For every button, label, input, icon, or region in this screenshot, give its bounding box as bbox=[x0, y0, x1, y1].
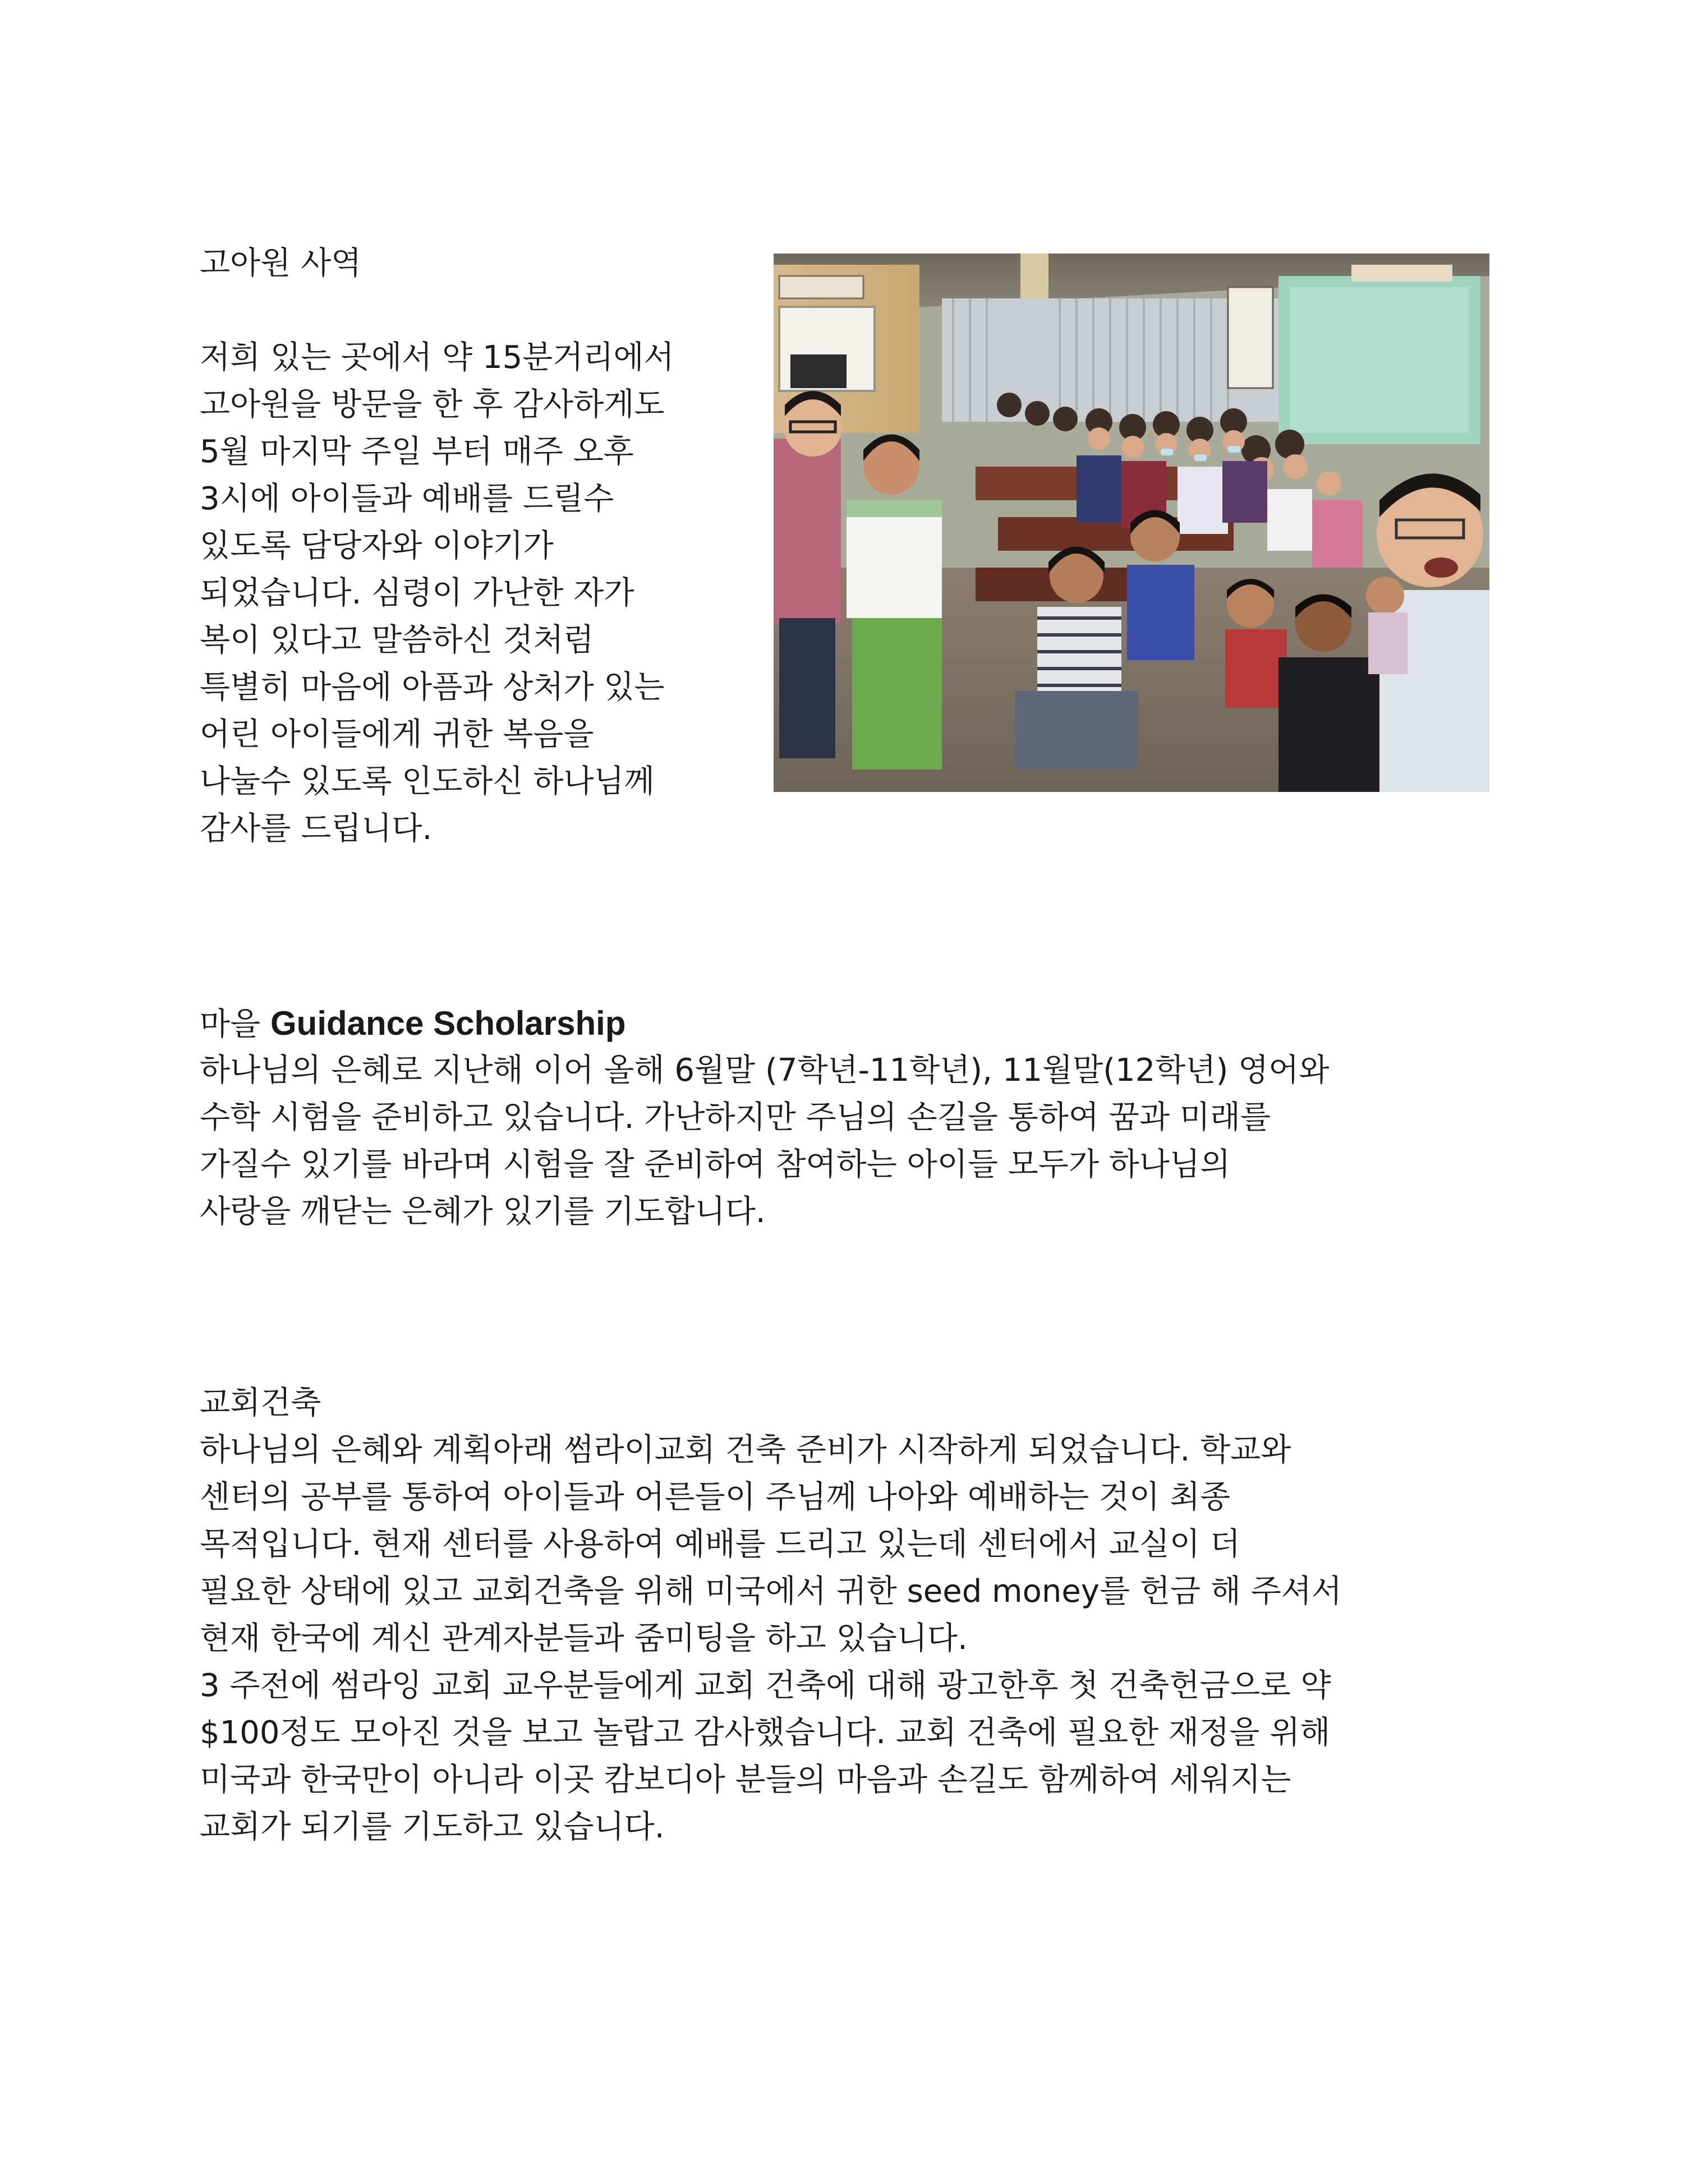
section-orphanage-body bbox=[200, 334, 674, 853]
paragraph-line: 하나님의 은혜로 지난해 이어 올해 6월말 (7학년-11학년), 11월말(12학년) 영어와 bbox=[200, 1052, 1330, 1089]
paragraph-line: 필요한 상태에 있고 교회건축을 위해 미국에서 귀한 seed money를 헌금 해 주셔서 bbox=[200, 1573, 1342, 1610]
paragraph-line: 가질수 있기를 바라며 시험을 잘 준비하여 참여하는 아이들 모두가 하나님의 bbox=[200, 1146, 1231, 1183]
paragraph-line: 특별히 마음에 아픔과 상처가 있는 bbox=[200, 669, 665, 706]
paragraph-line: 교회가 되기를 기도하고 있습니다. bbox=[200, 1809, 665, 1845]
paragraph-line: 있도록 담당자와 이야기가 bbox=[200, 528, 554, 564]
paragraph-line: 되었습니다. 심령이 가난한 자가 bbox=[200, 575, 634, 611]
group-photo-illustration bbox=[774, 254, 1489, 792]
section-scholarship-title bbox=[200, 1000, 626, 1048]
paragraph-line: 미국과 한국만이 아니라 이곳 캄보디아 분들의 마음과 손길도 함께하여 세워지는 bbox=[200, 1762, 1291, 1798]
section-scholarship-title-prefix: 마을 bbox=[200, 1006, 270, 1043]
paragraph-line: 현재 한국에 계신 관계자분들과 줌미팅을 하고 있습니다. bbox=[200, 1620, 968, 1657]
paragraph-line: 감사를 드립니다. bbox=[200, 810, 433, 847]
paragraph-line: 복이 있다고 말씀하신 것처럼 bbox=[200, 622, 594, 658]
paragraph-line: 고아원을 방문을 한 후 감사하게도 bbox=[200, 386, 665, 423]
section-scholarship-title-bold: Guidance Scholarship bbox=[270, 1005, 626, 1042]
paragraph-line: 3시에 아이들과 예배를 드릴수 bbox=[200, 481, 614, 517]
section-orphanage-title: 고아원 사역 bbox=[200, 245, 362, 282]
section-scholarship-body bbox=[200, 1047, 1329, 1236]
paragraph-line: 목적입니다. 현재 센터를 사용하여 예배를 드리고 있는데 센터에서 교실이 더 bbox=[200, 1526, 1240, 1563]
paragraph-line: $100정도 모아진 것을 보고 놀랍고 감사했습니다. 교회 건축에 필요한 재정을 위해 bbox=[200, 1715, 1331, 1751]
paragraph-line: 5월 마지막 주일 부터 매주 오후 bbox=[200, 434, 634, 470]
paragraph-line: 하나님의 은혜와 계획아래 썸라이교회 건축 준비가 시작하게 되었습니다. 학교와 bbox=[200, 1432, 1291, 1468]
section-church-building-body bbox=[200, 1427, 1342, 1851]
paragraph-line: 사랑을 깨닫는 은혜가 있기를 기도합니다. bbox=[200, 1194, 766, 1230]
group-photo bbox=[774, 254, 1489, 792]
paragraph-line: 어린 아이들에게 귀한 복음을 bbox=[200, 716, 594, 753]
paragraph-line: 저희 있는 곳에서 약 15분거리에서 bbox=[200, 339, 674, 376]
paragraph-line: 나눌수 있도록 인도하신 하나님께 bbox=[200, 763, 655, 800]
paragraph-line: 수학 시험을 준비하고 있습니다. 가난하지만 주님의 손길을 통하여 꿈과 미래를 bbox=[200, 1099, 1271, 1136]
section-church-building-title: 교회건축 bbox=[200, 1385, 321, 1421]
paragraph-line: 센터의 공부를 통하여 아이들과 어른들이 주님께 나아와 예배하는 것이 최종 bbox=[200, 1479, 1231, 1515]
paragraph-line: 3 주전에 썸라잉 교회 교우분들에게 교회 건축에 대해 광고한후 첫 건축헌금으로 약 bbox=[200, 1667, 1331, 1704]
